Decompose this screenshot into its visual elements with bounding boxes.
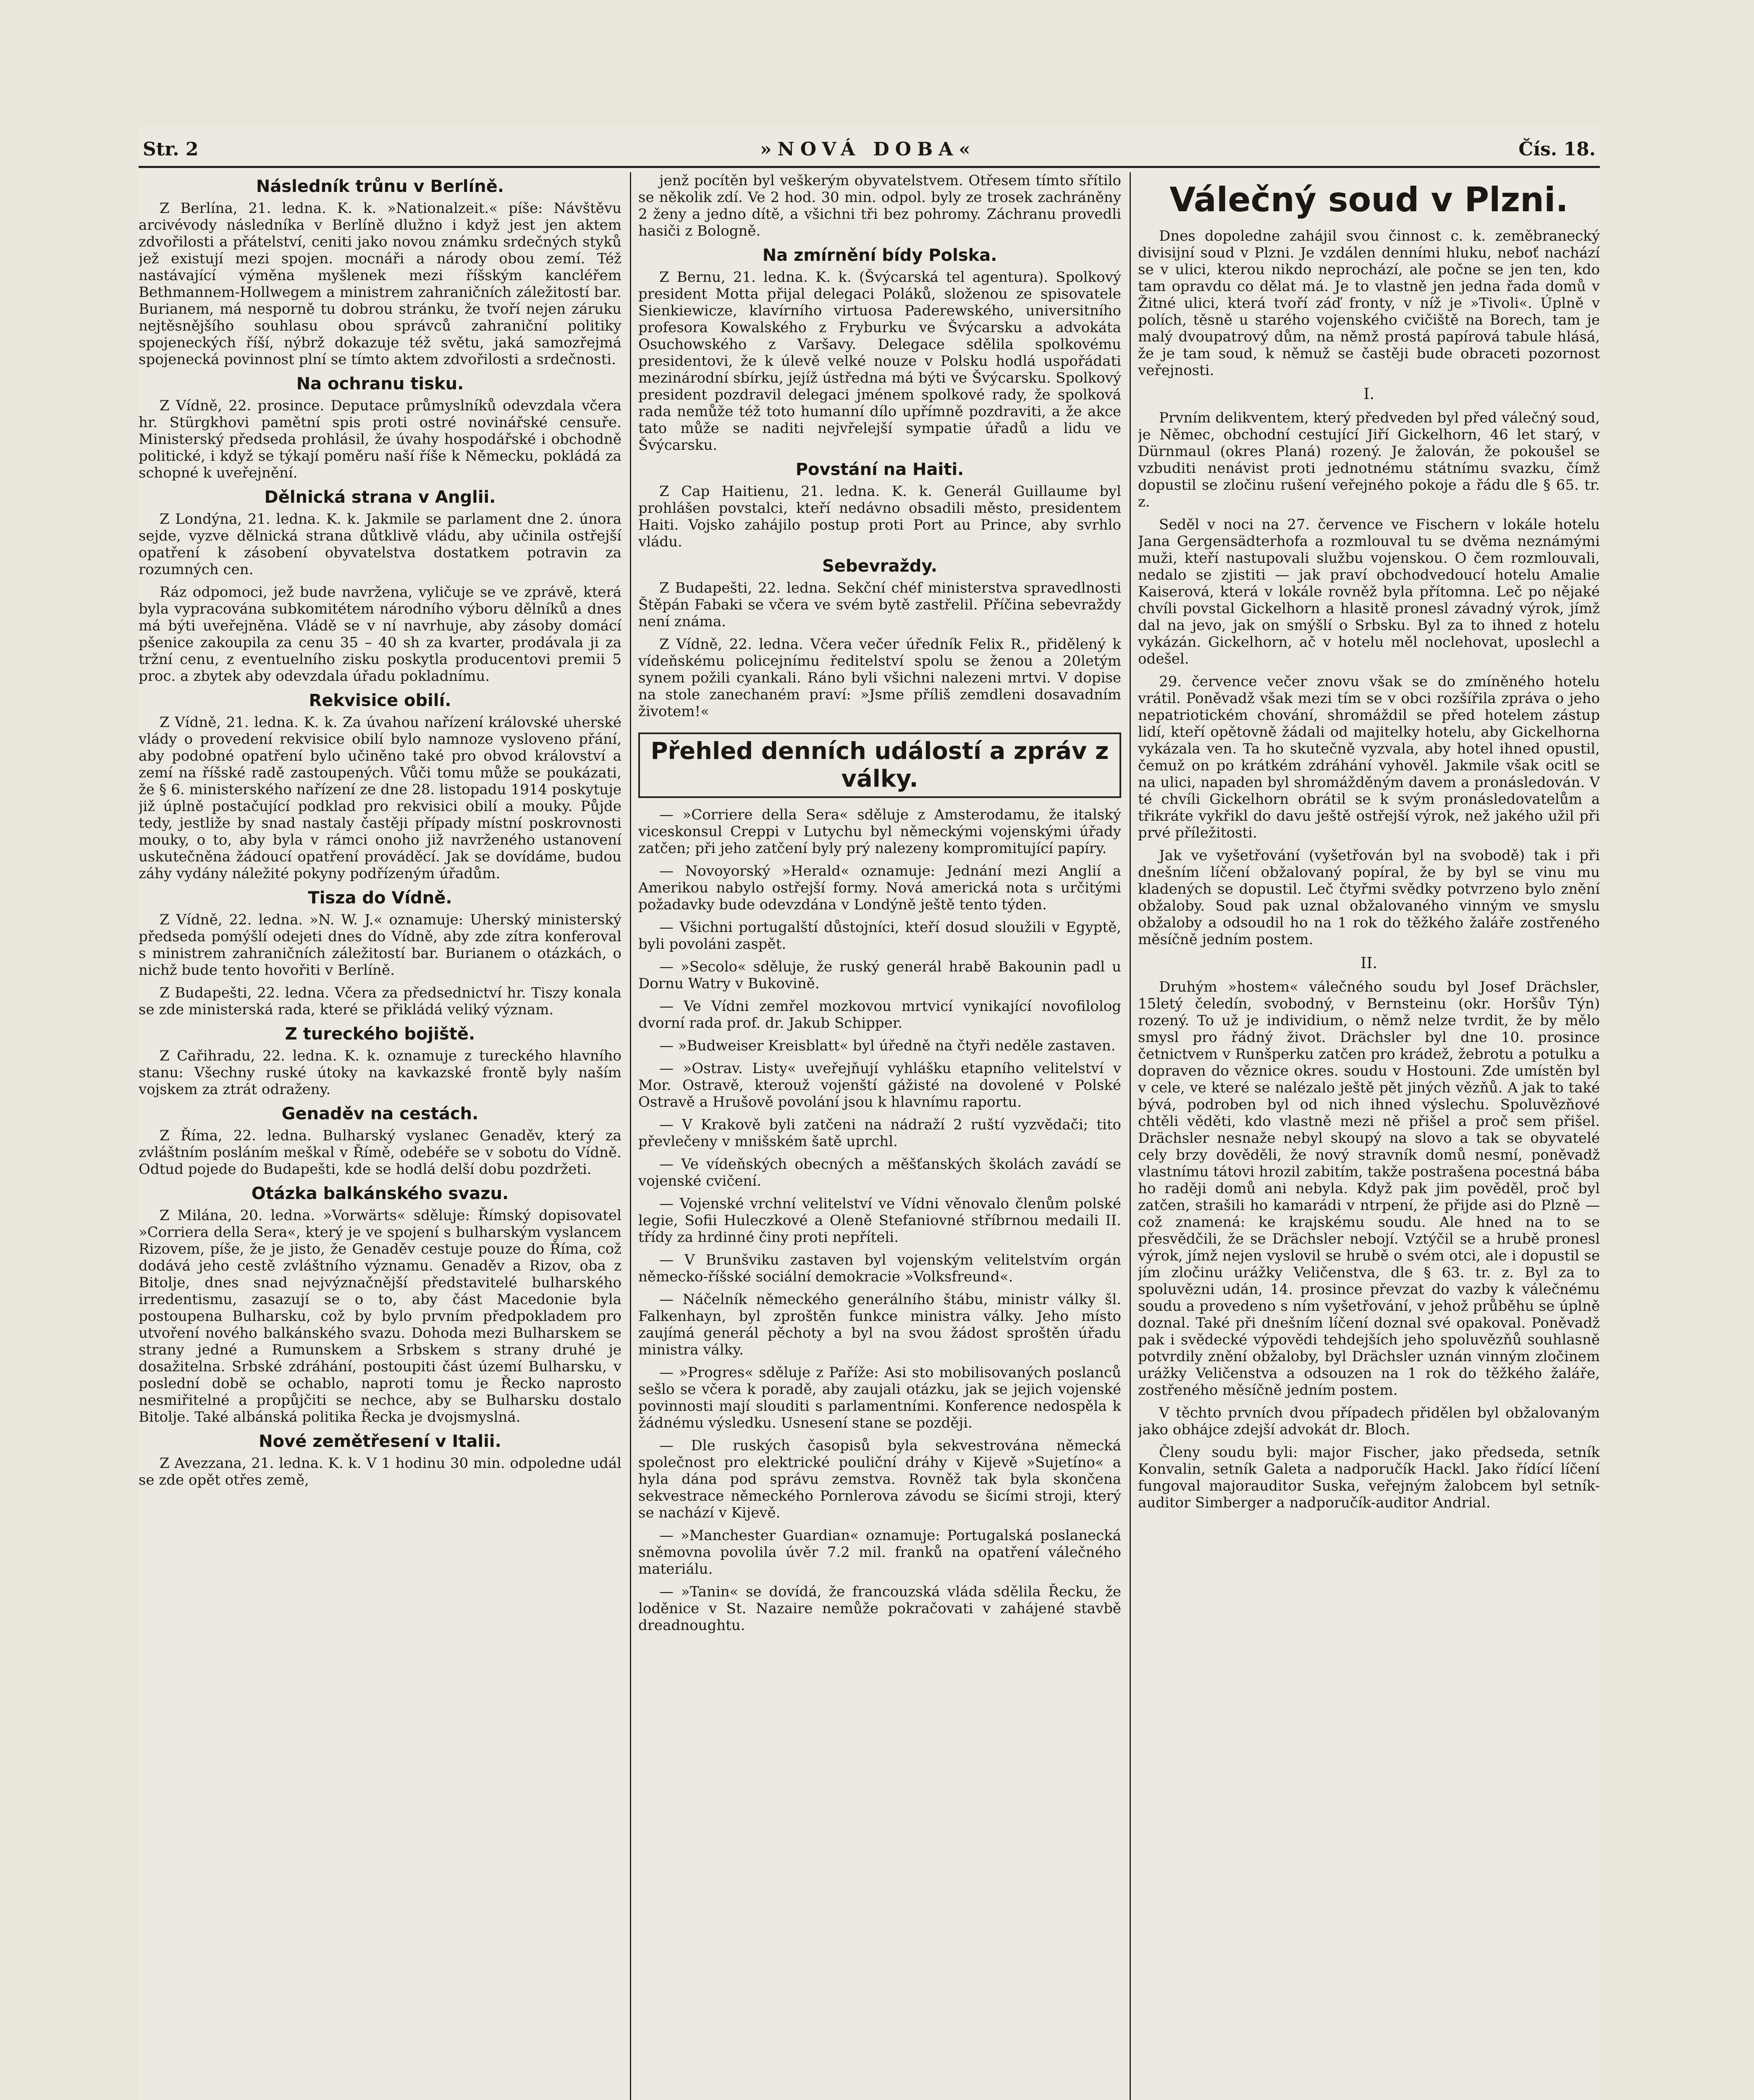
article-paragraph: Z Budapešti, 22. ledna. Sekční chéf ministerstva spravedlnosti Štěpán Fabaki se včera ve svém bytě zastřelil. Příčina sebevraždy není známa. [638,580,1121,630]
article-headline: Sebevraždy. [822,556,937,576]
article-paragraph: Z Vídně, 21. ledna. K. k. Za úvahou nařízení královské uherské vlády o provedení rekvisice obilí bylo namnoze vysloveno přání, aby podobné opatření bylo učiněno také pro obvod království a zemí na říšské radě zastoupených. Vůči tomu může se poukázati, že § 6. ministerského nařízení ze dne 28. listopadu 1914 poskytuje již úplně postačující podklad pro rekvisici obilí a mouky. Půjde tedy, jestliže by snad nastaly častěji případy místní poskrovnosti mouky, o to, aby byla v rámci onoho již navrženého ustanovení uskutečněna žádoucí opatření prováděcí. Jak se dovídáme, budou záhy vydány náležité pokyny podřízeným úřadům. [139,714,621,882]
article-paragraph: 29. července večer znovu však se do zmíněného hotelu vrátil. Poněvadž však mezi tím se v obci rozšířila zpráva o jeho nepatriotickém chování, shromáždil se před hotelem zástup lidí, kteří opětovně žádali od majitelky hotelu, aby Gickelhorna vykázala ven. Ta ho skutečně vyzvala, aby hotel ihned opustil, čemuž on po krátkém zdráhání vyhověl. Jakmile však ocitl se na ulici, napaden byl shromážděným davem a pronásledován. V té chvíli Gickelhorn obrátil se k svým pronásledovatelům a třikráte vykřikl do davu ještě ostřejší výrok, než jakého užil při prvé příležitosti. [1138,673,1600,841]
article-paragraph: — Náčelník německého generálního štábu, ministr války šl. Falkenhayn, byl zproštěn funkce ministra války. Jeho místo zaujímá generál pěchoty a byl na svou žádost sproštěn úřadu ministra války. [638,1291,1121,1358]
article-paragraph: V těchto prvních dvou případech přidělen byl obžalovaným jako obhájce zdejší advokát dr. Bloch. [1138,1404,1600,1438]
column-right [1138,172,1600,2100]
article-paragraph: — Dle ruských časopisů byla sekvestrována německá společnost pro elektrické pouliční dráhy v Kijevě »Sujetíno« a hyla dána pod správu zemstva. Rovněž tak byla skončena sekvestrace německého Pornlerova závodu se šicími stroji, který se nachází v Kijevě. [638,1437,1121,1521]
article-headline: Povstání na Haiti. [795,460,964,479]
article-paragraph: Jak ve vyšetřování (vyšetřován byl na svobodě) tak i při dnešním líčení obžalovaný popíral, že by byl se vinu mu kladených se dopustil. Leč čtyřmi svědky potvrzeno bylo znění obžaloby. Soud pak uznal obžalovaného vinným ve smyslu obžaloby a odsoudil ho na 1 rok do těžkého žaláře zostřeného měsíčně jedním postem. [1138,847,1600,948]
article-headline: Nové zemětřesení v Italii. [259,1432,501,1451]
article-headline: Na zmírnění bídy Polska. [762,246,997,265]
article [638,732,1121,1634]
article [638,556,1121,720]
article [139,1024,621,1098]
article-paragraph: — »Progres« sděluje z Paříže: Asi sto mobilisovaných poslanců sešlo se včera k poradě, aby zaujali otázku, jak se jejich vojenské povinnosti mají slouditi s parlamentními. Konference nedospěla k žádnému výsledku. Usnesení stane se později. [638,1364,1121,1431]
page-header [139,126,1600,168]
article-paragraph: Z Cařihradu, 22. ledna. K. k. oznamuje z tureckého hlavního stanu: Všechny ruské útoky na kavkazské frontě byly naším vojskem za ztrát odraženy. [139,1047,621,1098]
article-paragraph: Z Vídně, 22. ledna. Včera večer úředník Felix R., přidělený k vídeňskému policejnímu ředitelství spolu se ženou a 20letým synem požili cyankali. Ráno byli všichni nalezeni mrtvi. V dopise na stole zanechaném praví: »Jsme příliš zemdleni dosavadním životem!« [638,636,1121,720]
article-paragraph: — »Secolo« sděluje, že ruský generál hrabě Bakounin padl u Dornu Watry v Bukovině. [638,958,1121,992]
column-left [139,172,621,2100]
article-paragraph: — Všichni portugalští důstojníci, kteří dosud sloužili v Egyptě, byli povoláni zaspět. [638,919,1121,953]
article-headline: Válečný soud v Plzni. [1169,180,1568,219]
article-paragraph: Ráz odpomoci, jež bude navržena, vyličuje se ve zprávě, která byla vypracována subkomitétem národního výboru dělníků a dnes má býti uveřejněna. Vládě se v ní navrhuje, aby zásoby domácí pšenice zakoupila za cenu 35 – 40 sh za kvarter, prodávala ji za tržní cenu, z eventuelního zisku poskytla producentovi premii 5 proc. a zbytek aby odevzdala úřadu pokladnímu. [139,584,621,685]
article-paragraph: Z Bernu, 21. ledna. K. k. (Švýcarská tel agentura). Spolkový president Motta přijal delegaci Poláků, složenou ze spisovatele Sienkiewicze, klavírního virtuosa Paderewského, universitního profesora Kowalského z Fryburku ve Švýcarsku a advokáta Osuchowského z Varšavy. Delegace sdělila spolkovému presidentovi, že k úlevě velké nouze v Polsku hodlá uspořádati mezinárodní sbírku, jejíž ústředna má býti ve Švýcarsku. Spolkový president pozdravil delegaci jménem spolkové rady, že spolková rada nemůže též toto humanní dílo upřímně pozdraviti, a že akce tato může se naditi nejvřelejší sympatie úřadů a lidu ve Švýcarsku. [638,269,1121,454]
article-paragraph: Z Budapešti, 22. ledna. Včera za předsednictví hr. Tiszy konala se zde ministerská rada, které se přikládá veliký význam. [139,984,621,1018]
column-rule [630,172,631,2100]
section-numeral: II. [1361,955,1377,972]
article-paragraph: Z Cap Haitienu, 21. ledna. K. k. Generál Guillaume byl prohlášen povstalci, kteří nedávno obsadili město, presidentem Haiti. Vojsko zahájilo postup proti Port au Prince, aby svrhlo vládu. [638,483,1121,550]
article-paragraph: Prvním delikventem, který předveden byl před válečný soud, je Němec, obchodní cestující Jiří Gickelhorn, 46 let starý, v Dürnmaul (okres Planá) rozený. Je žalován, že pokoušel se vzbuditi nenávist proti jednotnému státnímu svazku, čímž dopustil se zločinu rušení veřejného pokoje a řádu dle § 65. tr. z. [1138,410,1600,510]
article-paragraph: Z Londýna, 21. ledna. K. k. Jakmile se parlament dne 2. února sejde, vyzve dělnická strana důtklivě vládu, aby učinila ostřejší opatření k zásobení obyvatelstva dostatkem potravin za rozumných cen. [139,511,621,578]
article-paragraph: — »Corriere della Sera« sděluje z Amsterodamu, že italský viceskonsul Creppi v Lutychu byl německými vojenskými úřady zatčen; při jeho zatčení byly prý nalezeny kompromitující papíry. [638,806,1121,857]
article-paragraph: — Novoyorský »Herald« oznamuje: Jednání mezi Anglií a Amerikou nabylo ostřejší formy. Nová americká nota s určitými požadavky bude odevzdána v Londýně ještě tento týden. [638,863,1121,913]
article-paragraph: Z Říma, 22. ledna. Bulharský vyslanec Genaděv, který za zvláštním posláním meškal v Římě, odebéře se v sobotu do Vídně. Odtud pojede do Budapešti, kde se hodlá delší dobu pozdržeti. [139,1127,621,1178]
article-headline: Přehled denních událostí a zpráv z války. [638,732,1121,798]
masthead-title: »NOVÁ DOBA« [760,139,976,160]
article-paragraph: — »Tanin« se dovídá, že francouzská vláda sdělila Řecku, že loděnice v St. Nazaire nemůže pokračovati v zahájené stavbě dreadnoughtu. [638,1583,1121,1634]
article [139,1184,621,1425]
page-number: Str. 2 [143,139,199,160]
article [139,487,621,685]
article [638,172,1121,239]
article-headline: Dělnická strana v Anglii. [264,488,496,507]
article [139,176,621,368]
article-paragraph: — Ve Vídni zemřel mozkovou mrtvicí vynikající novofilolog dvorní rada prof. dr. Jakub Schipper. [638,998,1121,1032]
column-rule [1130,172,1131,2100]
article [139,374,621,481]
article-paragraph: Dnes dopoledne zahájil svou činnost c. k. zeměbranecký divisijní soud v Plzni. Je vzdálen denními hluku, neboť nachází se v ulici, kterou nikdo neprochází, ale počne se jen ten, kdo tam opravdu co dělat má. Je to vlastně jen jedna řada domů v Žitné ulici, která tvoří záď fronty, v níž je »Tivoli«. Úplně v polích, těsně u starého vojenského cvičiště na Borech, tam je malý dvoupatrový dům, na němž prostá papírová tabule hlásá, že je tam soud, k němuž se častěji bude obraceti pozornost veřejnosti. [1138,228,1600,379]
article-headline: Rekvisice obilí. [309,691,451,710]
article-headline: Z tureckého bojiště. [285,1024,475,1044]
article-paragraph: Z Vídně, 22. ledna. »N. W. J.« oznamuje: Uherský ministerský předseda pomýšlí odejeti dnes do Vídně, aby zde zítra konferoval s ministrem zahraničních záležitostí bar. Burianem o otázkách, o nichž bude tento hovořiti v Berlíně. [139,911,621,979]
article-headline: Následník trůnu v Berlíně. [256,177,504,196]
article-paragraph: — V Brunšviku zastaven byl vojenským velitelstvím orgán německo-říšské sociální demokracie »Volksfreund«. [638,1252,1121,1285]
article [139,888,621,1018]
article-headline: Tisza do Vídně. [308,888,452,908]
article-paragraph: — V Krakově byli zatčeni na nádraží 2 ruští vyzvědači; tito převlečeny v mnišském šatě uprchl. [638,1116,1121,1150]
article [1138,955,1600,1511]
article-paragraph: Členy soudu byli: major Fischer, jako předseda, setník Konvalin, setník Galeta a nadporučík Hackl. Jako řídící líčení fungoval majorauditor Suska, veřejným žalobcem byl setník-auditor Simberger a nadporučík-auditor Andrial. [1138,1444,1600,1511]
article-headline: Genaděv na cestách. [281,1104,479,1124]
section-numeral: I. [1363,386,1374,403]
article-paragraph: — »Budweiser Kreisblatt« byl úředně na čtyři neděle zastaven. [659,1037,1116,1054]
article-headline: Na ochranu tisku. [296,374,464,394]
article-paragraph: Seděl v noci na 27. července ve Fischern v lokále hotelu Jana Gergensädterhofa a rozmlouval tu se dvěma neznámými muži, kteří nastupovali službu vojenskou. O čem rozmlouvali, nedalo se zjistiti — jak praví obchodvedoucí hotelu Amalie Kaiserová, která v lokále rovněž byla přítomna. Leč po nějaké chvíli povstal Gickelhorn a hlasitě pronesl závadný výrok, jímž dal na jevo, jak on smýšlí o Srbsku. Byl za to ihned z hotelu vykázán. Gickelhorn, ač v hotelu měl noclehovat, uposlechl a odešel. [1138,516,1600,667]
article-paragraph: — »Ostrav. Listy« uveřejňují vyhlášku etapního velitelství v Mor. Ostravě, kterouž vojenští gážisté na dovolené v Polské Ostravě a Hrušově povolání jsou k hlavnímu raportu. [638,1060,1121,1110]
article [1138,181,1600,379]
article-paragraph: — Ve vídeňských obecných a měšťanských školách zavádí se vojenské cvičení. [638,1156,1121,1189]
column-middle [638,172,1121,2100]
article [139,1104,621,1178]
article [638,245,1121,454]
article-paragraph: Z Milána, 20. ledna. »Vorwärts« sděluje: Římský dopisovatel »Corriera della Sera«, který je ve spojení s bulharským vyslancem Rizovem, píše, že je jisto, že Genaděv cestuje pouze do Říma, což dodává jeho cestě zvláštního významu. Genaděv a Rizov, oba z Bitolje, dnes snad nejvýznačnější představitelé bulharského irredentismu, zasazují se o to, aby část Macedonie byla postoupena Bulharsku, což by bylo prvním předpokladem pro utvoření nového balkánského svazu. Dohoda mezi Bulharskem se strany jedné a Rumunskem a Srbskem s strany druhé je dosažitelna. Srbské zdráhání, postoupiti část území Bulharsku, v poslední době se ochablo, naproti tomu je Řecko naprosto nesmiřitelné a propůjčiti se nechce, aby se Bulharsku dostalo Bitolje. Také albánská politika Řecka je dvojsmyslná. [139,1207,621,1425]
article-headline: Otázka balkánského svazu. [251,1184,509,1203]
article [139,1431,621,1488]
issue-number: Čís. 18. [1518,139,1596,160]
article-paragraph: — Vojenské vrchní velitelství ve Vídni věnovalo členům polské legie, Sofii Huleczkové a Oleně Stefaniovné stříbrnou medaili II. třídy za hrdinné činy proti nepříteli. [638,1195,1121,1246]
newspaper-page [139,126,1600,2100]
article-paragraph: — »Manchester Guardian« oznamuje: Portugalská poslanecká sněmovna povolila úvěr 7.2 mil. franků na opatření válečného materiálu. [638,1527,1121,1578]
article [1138,386,1600,948]
article-paragraph: Druhým »hostem« válečného soudu byl Josef Drächsler, 15letý čeledín, svobodný, v Bernsteinu (okr. Horšův Týn) rozený. To už je individium, o němž nelze tvrdit, že by mělo smysl pro řádný život. Drächsler byl dne 10. prosince četnictvem v Runšperku zatčen pro krádež, žebrotu a potulku a dopraven do věznice okres. soudu v Hostouni. Zde umístěn byl v cele, ve které se nalézalo ještě pět jiných vězňů. A jak to také bývá, podroben byl od nich ihned výslechu. Spoluvězňové chtěli věděti, kdo vlastně mezi ně přišel a proč sem přišel. Drächsler nesnaže nebyl skoupý na slovo a tak se obyvatelé cely brzy dověděli, že nový stravník domů nesmí, poněvadž vlastnímu tátovi hrozil zabitím, takže postrašena pocestná bába ho raději domů ani nebyla. Když pak jim pověděl, proč byl zatčen, strašili ho kamarádi v ntrpení, že přijde asi do Plzně — což znamená: ke krajskému soudu. Ale hned na to se přesvědčili, že se Drächsler nebojí. Vztýčil se a hrubě pronesl výrok, jímž nejen vyslovil se hrubě o svém otci, ale i dopustil se jím zločinu urážky Veličenstva, dle § 63. tr. z. Byl za to spoluvězni udán, 14. prosince převzat do vazby k válečnému soudu a provedeno s ním vyšetřování, v jehož průběhu se úplně doznal. Také při dnešním líčení doznal své opakoval. Poněvadž pak i svědecké výpovědi tehdejších jeho spoluvězňů souhlasně potvrdily znění obžaloby, byl Drächsler uznán vinným zločinem urážky Veličenstva a odsouzen na 1 rok do těžkého žaláře, zostřeného měsíčně jedním postem. [1138,979,1600,1399]
article-paragraph: Z Avezzana, 21. ledna. K. k. V 1 hodinu 30 min. odpoledne udál se zde opět otřes země, [139,1455,621,1488]
article [638,459,1121,550]
article-paragraph: jenž pocítěn byl veškerým obyvatelstvem. Otřesem tímto sřítilo se několik zdí. Ve 2 hod. 30 min. odpol. byly ze trosek zachráněny 2 ženy a jedno dítě, a všichni tři bez pohromy. Záchranu provedli hasiči z Bologně. [638,172,1121,239]
article-paragraph: Z Vídně, 22. prosince. Deputace průmyslníků odevzdala včera hr. Stürgkhovi pamětní spis proti ostré novinářské censuře. Ministerský předseda prohlásil, že úvahy hospodářské i obchodně politické, i když se týkají poměru naší říše k Německu, pokládá za schopné k uveřejnění. [139,397,621,481]
article [139,690,621,882]
article-paragraph: Z Berlína, 21. ledna. K. k. »Nationalzeit.« píše: Návštěvu arcivévody následníka v Berlíně dlužno i když jest jen aktem zdvořilosti a přátelství, ceniti jako novou známku srdečných styků jež existují mezi spojen. mocnáři a národy obou zemí. Též nastávající výměna myšlenek mezi říšským kancléřem Bethmannem-Hollwegem a ministrem zahraničních záležitostí bar. Burianem, má nesporně tu dobrou stránku, že tvoří nejen záruku nejtěsnějšího souhlasu obou správců zahraniční politiky spojeneckých říší, nýbrž dokazuje též světu, jaká samozřejmá spojenecká povinnost plní se tímto aktem zdvořilosti a srdečnosti. [139,200,621,368]
